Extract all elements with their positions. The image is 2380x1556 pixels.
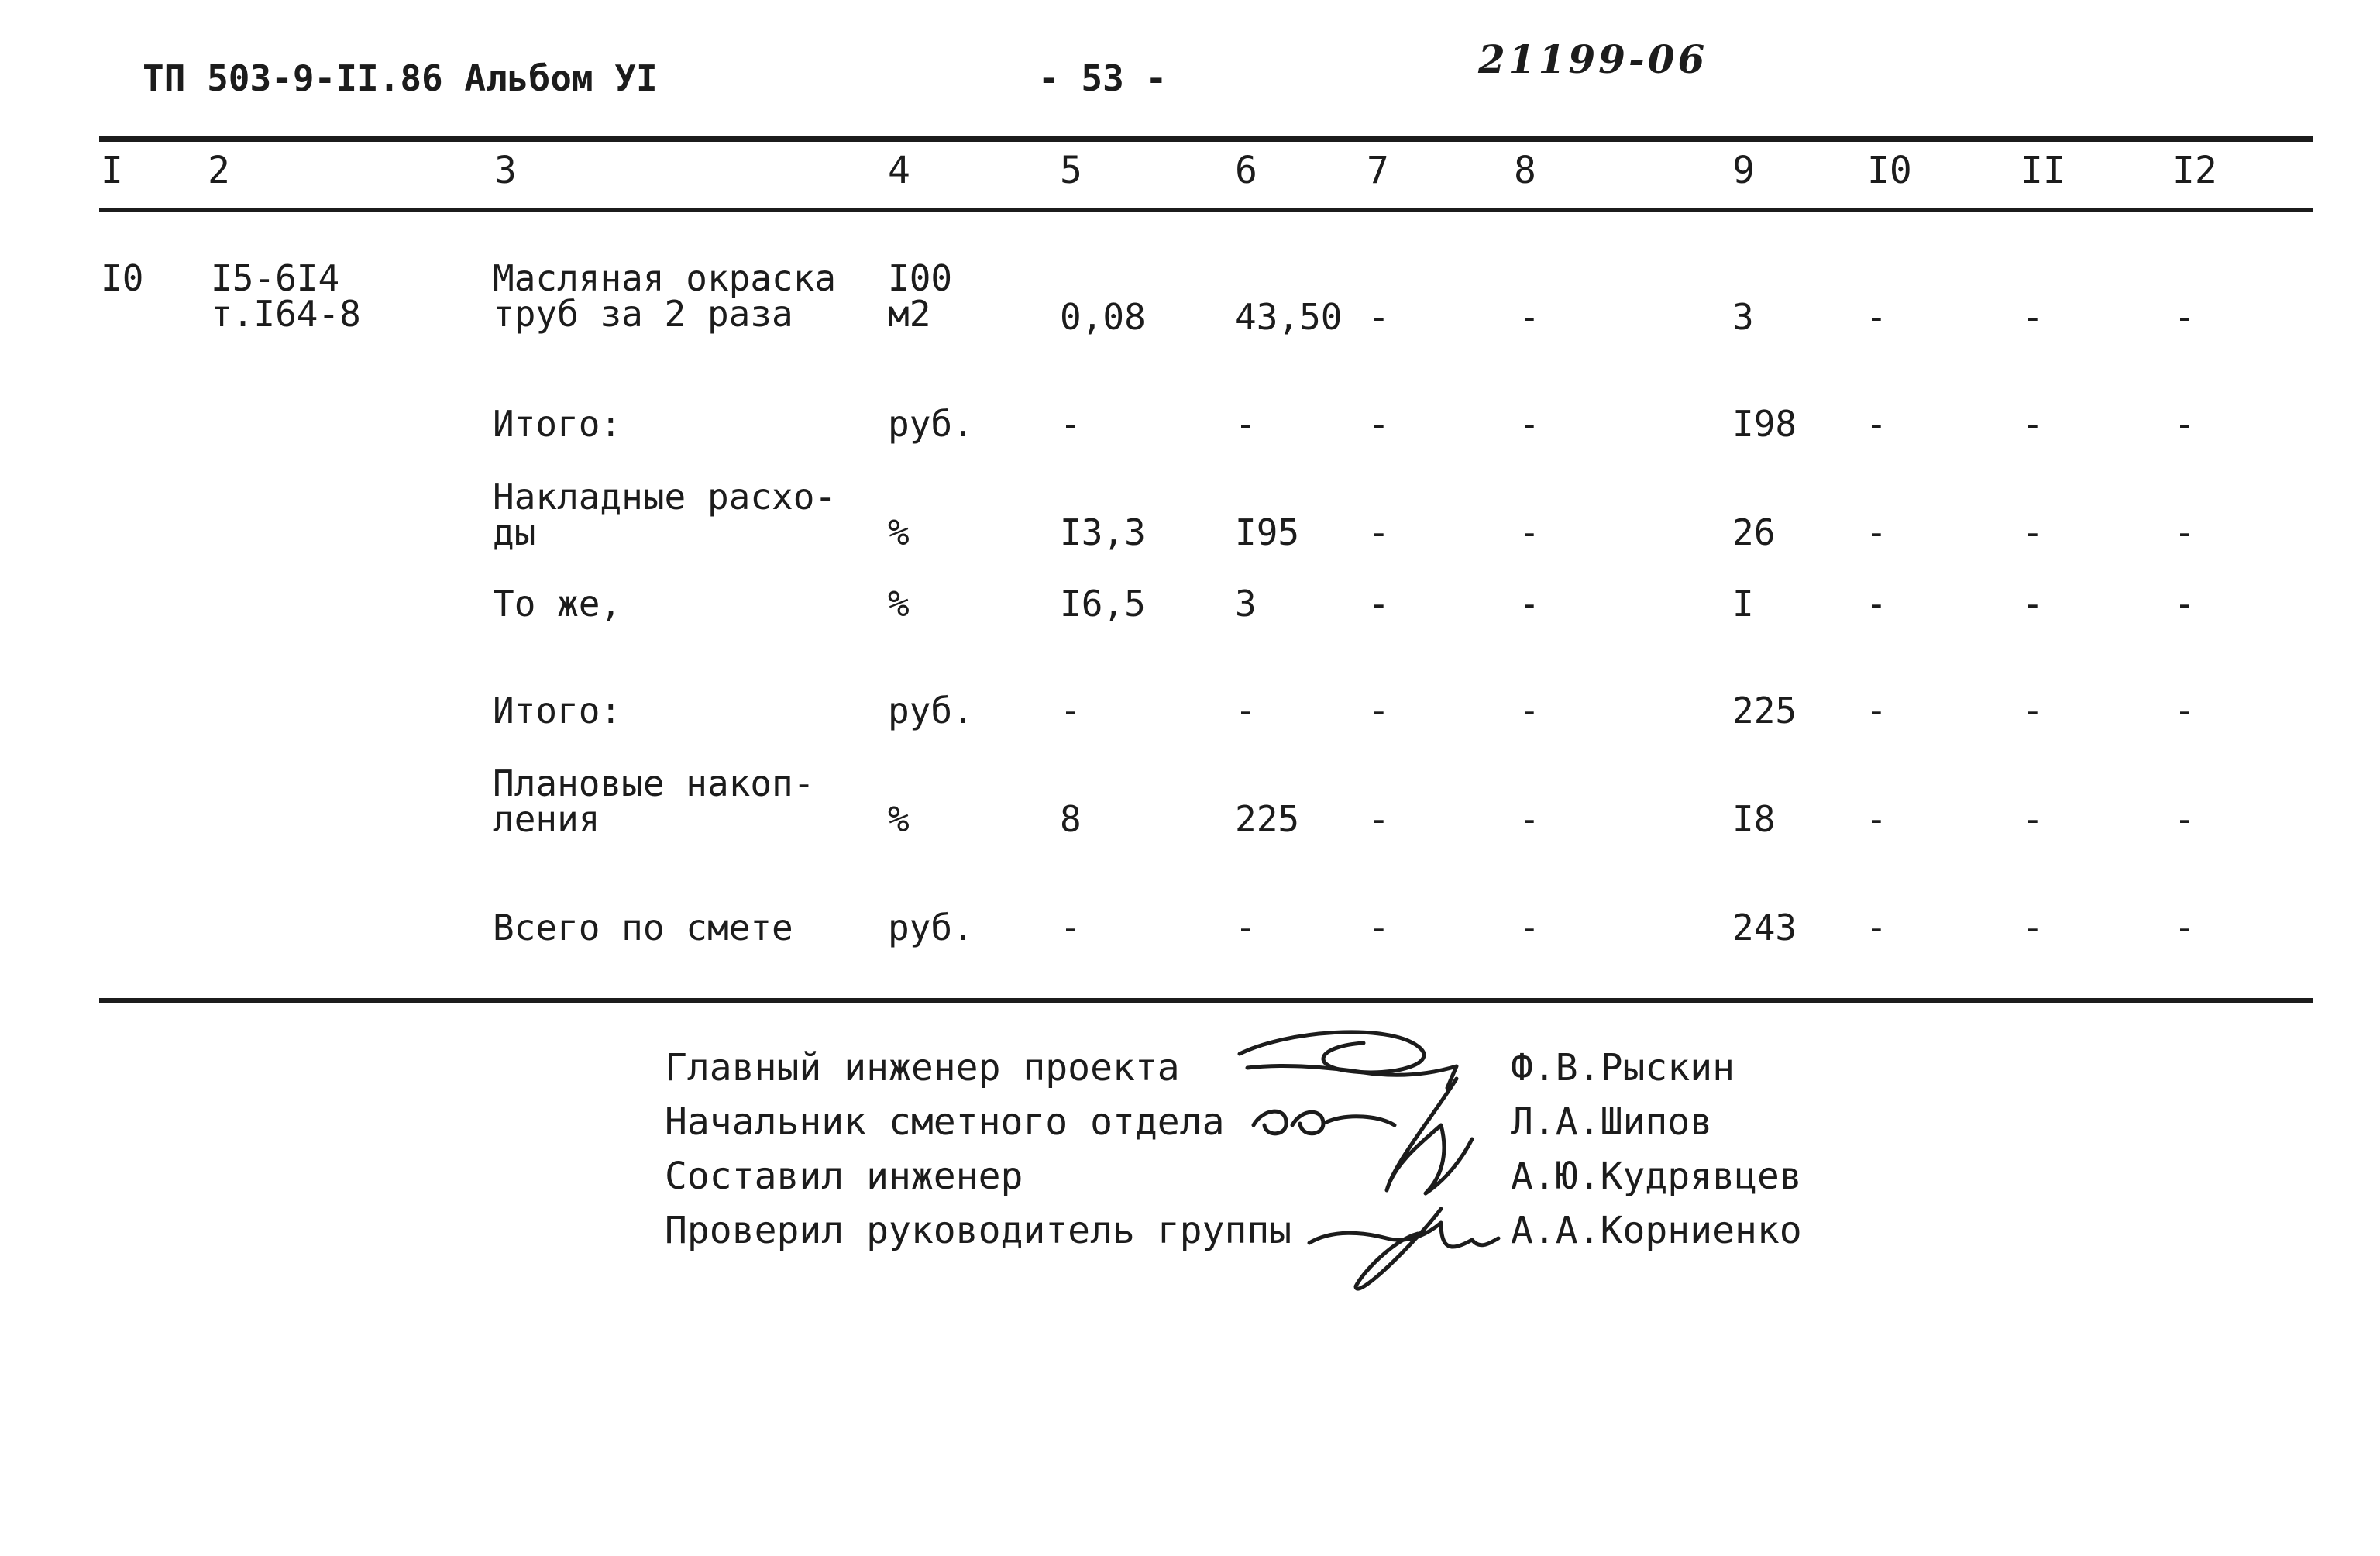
total-cost-cell: 225 [1732,690,1797,732]
col10-cell: - [1866,296,1887,338]
column-number: 3 [494,149,517,192]
price-code-cell: I5-6I4 т.I64-8 [211,257,361,335]
quantity-cell: - [1060,690,1082,732]
col11-cell: - [2022,690,2044,732]
work-name-cell: Накладные расхо- ды [493,476,837,553]
unit-price-cell: - [1235,690,1257,732]
unit-price-cell: 43,50 [1235,296,1343,338]
col10-cell: - [1866,511,1887,553]
col8-cell: - [1518,511,1540,553]
col12-cell: - [2174,798,2196,840]
column-number: 4 [888,149,910,192]
unit-price-cell: - [1235,907,1257,948]
total-cost-cell: I [1732,583,1754,625]
col7-cell: - [1368,403,1390,445]
work-name-cell: Итого: [493,403,622,445]
unit-price-cell: 3 [1235,583,1257,625]
total-cost-cell: 26 [1732,511,1776,553]
column-number: I0 [1867,149,1912,192]
col12-cell: - [2174,583,2196,625]
quantity-cell: 0,08 [1060,296,1146,338]
col7-cell: - [1368,511,1390,553]
column-number: II [2021,149,2065,192]
column-number: I2 [2172,149,2217,192]
col12-cell: - [2174,907,2196,948]
work-name-cell: То же, [493,583,622,625]
col11-cell: - [2022,583,2044,625]
page-number: - 53 - [1038,57,1168,99]
column-number: 8 [1514,149,1536,192]
col8-cell: - [1518,296,1540,338]
row-number-cell: I0 [101,257,144,299]
quantity-cell: I6,5 [1060,583,1146,625]
col8-cell: - [1518,907,1540,948]
total-cost-cell: I98 [1732,403,1797,445]
total-cost-cell: 243 [1732,907,1797,948]
unit-cell: % [888,798,910,840]
col12-cell: - [2174,511,2196,553]
unit-cell: % [888,583,910,625]
signer-role: Составил инженер [665,1155,1023,1198]
col7-cell: - [1368,690,1390,732]
col7-cell: - [1368,798,1390,840]
signer-role: Начальник сметного отдела [665,1100,1225,1144]
col12-cell: - [2174,296,2196,338]
signature-scribble [1387,1079,1472,1193]
total-cost-cell: I8 [1732,798,1776,840]
unit-cell: I00 м2 [888,257,953,335]
col11-cell: - [2022,511,2044,553]
col7-cell: - [1368,907,1390,948]
col8-cell: - [1518,690,1540,732]
signature-scribble [1254,1111,1395,1134]
col10-cell: - [1866,583,1887,625]
signer-role: Главный инженер проекта [665,1046,1180,1090]
unit-cell: руб. [888,403,974,445]
signer-name: Ф.В.Рыскин [1511,1046,1735,1090]
quantity-cell: 8 [1060,798,1082,840]
col8-cell: - [1518,403,1540,445]
col10-cell: - [1866,907,1887,948]
column-number: 2 [208,149,230,192]
signer-name: А.Ю.Кудрявцев [1511,1155,1802,1198]
column-number: I [101,149,123,192]
col7-cell: - [1368,583,1390,625]
col12-cell: - [2174,403,2196,445]
col11-cell: - [2022,296,2044,338]
column-number: 9 [1732,149,1755,192]
work-name-cell: Итого: [493,690,622,732]
quantity-cell: - [1060,907,1082,948]
signer-name: А.А.Корниенко [1511,1209,1802,1252]
unit-cell: % [888,511,910,553]
col11-cell: - [2022,907,2044,948]
unit-price-cell: 225 [1235,798,1300,840]
signer-name: Л.А.Шипов [1511,1100,1713,1144]
quantity-cell: - [1060,403,1082,445]
col12-cell: - [2174,690,2196,732]
handwritten-number: 21199-06 [1478,36,1708,82]
col10-cell: - [1866,798,1887,840]
column-number: 7 [1367,149,1389,192]
work-name-cell: Всего по смете [493,907,793,948]
document-code: ТП 503-9-II.86 Альбом УI [143,57,658,99]
col7-cell: - [1368,296,1390,338]
column-number: 5 [1060,149,1082,192]
work-name-cell: Масляная окраска труб за 2 раза [493,257,837,335]
signer-role: Проверил руководитель группы [665,1209,1292,1252]
col10-cell: - [1866,690,1887,732]
col10-cell: - [1866,403,1887,445]
signature-scribble [1247,1066,1457,1088]
signature-scribble [1356,1209,1441,1289]
col11-cell: - [2022,798,2044,840]
col8-cell: - [1518,583,1540,625]
column-number: 6 [1235,149,1257,192]
work-name-cell: Плановые накоп- ления [493,763,815,840]
unit-cell: руб. [888,907,974,948]
unit-cell: руб. [888,690,974,732]
col11-cell: - [2022,403,2044,445]
col8-cell: - [1518,798,1540,840]
signature-scribble [1309,1223,1498,1247]
unit-price-cell: - [1235,403,1257,445]
quantity-cell: I3,3 [1060,511,1146,553]
unit-price-cell: I95 [1235,511,1300,553]
total-cost-cell: 3 [1732,296,1754,338]
